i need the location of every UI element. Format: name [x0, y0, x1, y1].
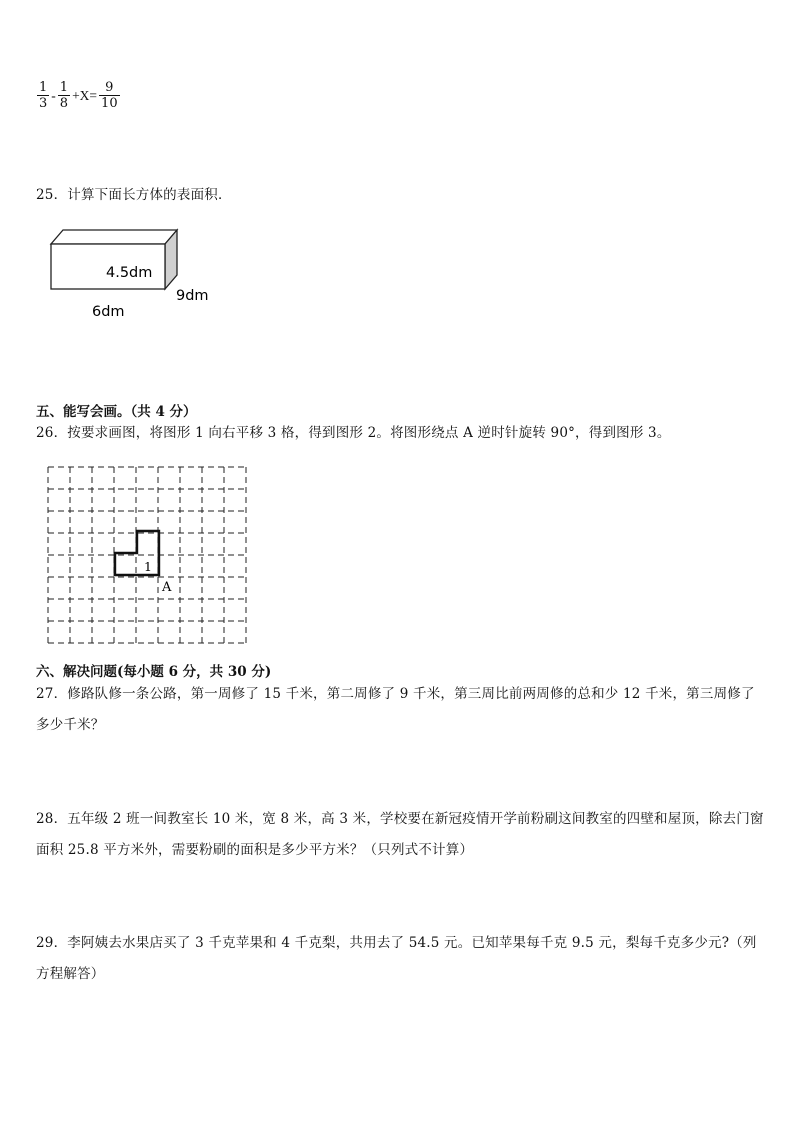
fraction-one-third: $\frac{1}{3}$ [39, 80, 48, 111]
dimension-depth-label: 9dm [176, 288, 209, 304]
question-25: 25．计算下面长方体的表面积． [36, 187, 232, 203]
section-5-title: 五、能写会画。（共 4 分） [36, 404, 197, 420]
fraction-one-eighth: $\frac{1}{8}$ [59, 80, 69, 111]
minus-sign: - [51, 87, 56, 103]
fraction-nine-tenths: $\frac{9}{10}$ [101, 80, 118, 111]
question-27: 27．修路队修一条公路，第一周修了 15 千米，第二周修了 9 千米，第三周比前两周修的总和少 12 千米，第三周修了多少千米？ [36, 686, 755, 733]
plus-x-equals: +X= [72, 87, 98, 103]
equation [36, 80, 121, 111]
dimension-height-label: 4.5dm [106, 265, 153, 281]
question-26: 26．按要求画图，将图形 1 向右平移 3 格，得到图形 2。将图形绕点 A 逆时针旋转 90°，得到图形 3。 [36, 425, 671, 441]
point-a-label: A [162, 580, 172, 595]
shape-1 [115, 531, 159, 575]
shape-1-label: 1 [144, 559, 152, 574]
dimension-length-label: 6dm [92, 304, 125, 320]
dashed-grid [48, 467, 246, 643]
question-28: 28．五年级 2 班一间教室长 10 米，宽 8 米，高 3 米，学校要在新冠疫情开学前粉刷这间教室的四壁和屋顶，除去门窗面积 25.8 平方米外，需要粉刷的面积是多少平方米？（只列式不计算） [36, 811, 764, 858]
section-6-title: 六、解决问题(每小题 6 分，共 30 分) [36, 664, 272, 680]
question-29: 29．李阿姨去水果店买了 3 千克苹果和 4 千克梨，共用去了 54.5 元。已知苹果每千克 9.5 元，梨每千克多少元?（列方程解答） [36, 935, 757, 982]
cuboid-figure [40, 222, 230, 327]
grid-figure [46, 465, 250, 645]
cuboid-top-face [51, 230, 177, 244]
